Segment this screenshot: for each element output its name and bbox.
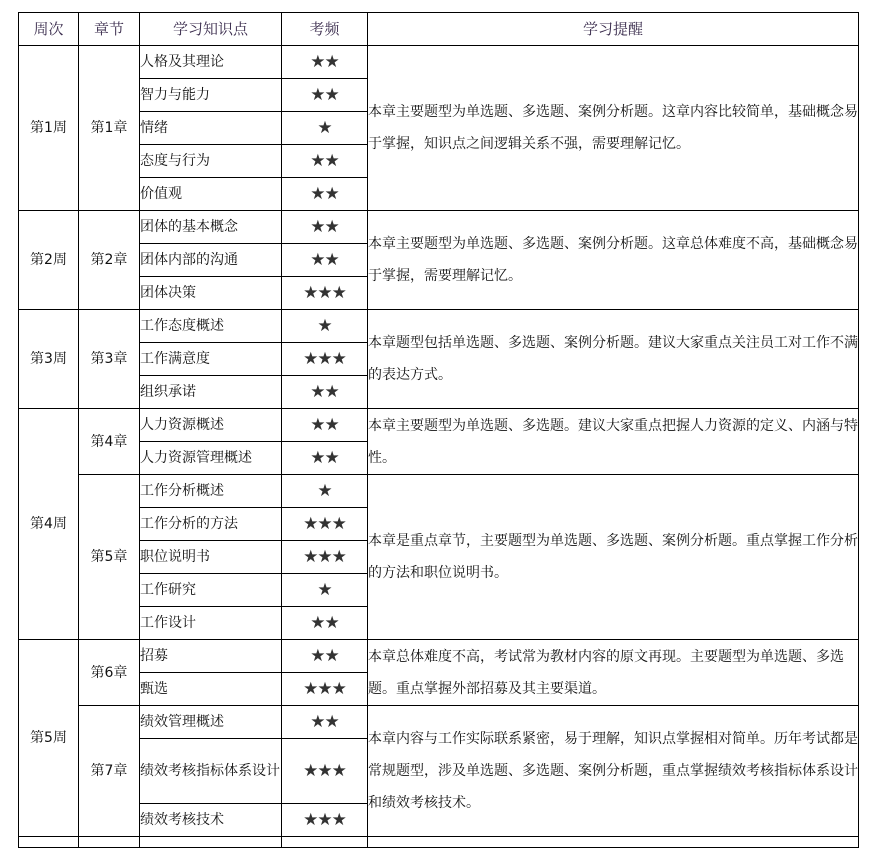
remark-cell: 本章总体难度不高，考试常为教材内容的原文再现。主要题型为单选题、多选题。重点掌握外部招募及其主要渠道。 [368, 640, 859, 706]
star-rating-icon: ★★ [282, 46, 368, 79]
remark-cell: 本章主要题型为单选题、多选题。建议大家重点把握人力资源的定义、内涵与特性。 [368, 409, 859, 475]
remark-cell: 本章题型包括单选题、多选题、案例分析题。建议大家重点关注员工对工作不满的表达方式。 [368, 310, 859, 409]
header-frequency: 考频 [282, 13, 368, 46]
week-cell: 第3周 [19, 310, 79, 409]
table-row [19, 640, 859, 673]
topic-cell: 工作分析的方法 [140, 508, 282, 541]
topic-cell: 智力与能力 [140, 79, 282, 112]
topic-cell: 绩效考核技术 [140, 804, 282, 837]
header-row [19, 13, 859, 46]
remark-cell: 本章主要题型为单选题、多选题、案例分析题。这章内容比较简单，基础概念易于掌握，知识点之间逻辑关系不强，需要理解记忆。 [368, 46, 859, 211]
table-row [19, 46, 859, 79]
chapter-cell: 第4章 [79, 409, 140, 475]
header-week: 周次 [19, 13, 79, 46]
star-rating-icon: ★★ [282, 706, 368, 739]
star-rating-icon: ★★ [282, 409, 368, 442]
star-rating-icon: ★★★ [282, 508, 368, 541]
week-cell: 第4周 [19, 409, 79, 640]
empty-cell [19, 837, 79, 848]
star-rating-icon: ★★★ [282, 541, 368, 574]
table-row [19, 211, 859, 244]
star-rating-icon: ★★★ [282, 277, 368, 310]
topic-cell: 绩效管理概述 [140, 706, 282, 739]
topic-cell: 工作满意度 [140, 343, 282, 376]
topic-cell: 团体内部的沟通 [140, 244, 282, 277]
star-rating-icon: ★★★ [282, 343, 368, 376]
topic-cell: 工作分析概述 [140, 475, 282, 508]
header-reminder: 学习提醒 [368, 13, 859, 46]
table-row [19, 310, 859, 343]
topic-cell: 价值观 [140, 178, 282, 211]
star-rating-icon: ★★ [282, 178, 368, 211]
topic-cell: 组织承诺 [140, 376, 282, 409]
chapter-cell: 第5章 [79, 475, 140, 640]
topic-cell: 甄选 [140, 673, 282, 706]
study-plan-table [18, 12, 859, 848]
chapter-cell: 第6章 [79, 640, 140, 706]
chapter-cell: 第7章 [79, 706, 140, 837]
empty-cell [140, 837, 282, 848]
empty-cell [282, 837, 368, 848]
table-row [19, 409, 859, 442]
header-chapter: 章节 [79, 13, 140, 46]
topic-cell: 工作态度概述 [140, 310, 282, 343]
star-rating-icon: ★★ [282, 607, 368, 640]
table-row-partial [19, 837, 859, 848]
star-rating-icon: ★★ [282, 145, 368, 178]
chapter-cell: 第1章 [79, 46, 140, 211]
star-rating-icon: ★★ [282, 442, 368, 475]
empty-cell [368, 837, 859, 848]
chapter-cell: 第3章 [79, 310, 140, 409]
topic-cell: 态度与行为 [140, 145, 282, 178]
table-row [19, 475, 859, 508]
week-cell: 第2周 [19, 211, 79, 310]
star-rating-icon: ★ [282, 112, 368, 145]
star-rating-icon: ★★ [282, 79, 368, 112]
remark-cell: 本章主要题型为单选题、多选题、案例分析题。这章总体难度不高，基础概念易于掌握，需要理解记忆。 [368, 211, 859, 310]
star-rating-icon: ★★ [282, 376, 368, 409]
star-rating-icon: ★★ [282, 640, 368, 673]
topic-cell: 招募 [140, 640, 282, 673]
table-row [19, 706, 859, 739]
empty-cell [79, 837, 140, 848]
topic-cell: 团体决策 [140, 277, 282, 310]
star-rating-icon: ★★★ [282, 739, 368, 804]
star-rating-icon: ★★ [282, 244, 368, 277]
week-cell: 第1周 [19, 46, 79, 211]
topic-cell: 人力资源概述 [140, 409, 282, 442]
topic-cell: 工作设计 [140, 607, 282, 640]
star-rating-icon: ★ [282, 310, 368, 343]
star-rating-icon: ★★★ [282, 804, 368, 837]
star-rating-icon: ★ [282, 475, 368, 508]
remark-cell: 本章内容与工作实际联系紧密，易于理解，知识点掌握相对简单。历年考试都是常规题型，涉及单选题、多选题、案例分析题，重点掌握绩效考核指标体系设计和绩效考核技术。 [368, 706, 859, 837]
star-rating-icon: ★★★ [282, 673, 368, 706]
chapter-cell: 第2章 [79, 211, 140, 310]
star-rating-icon: ★ [282, 574, 368, 607]
topic-cell: 工作研究 [140, 574, 282, 607]
topic-cell: 职位说明书 [140, 541, 282, 574]
topic-cell: 团体的基本概念 [140, 211, 282, 244]
topic-cell: 情绪 [140, 112, 282, 145]
topic-cell: 人力资源管理概述 [140, 442, 282, 475]
header-topic: 学习知识点 [140, 13, 282, 46]
star-rating-icon: ★★ [282, 211, 368, 244]
topic-cell: 绩效考核指标体系设计 [140, 739, 282, 804]
remark-cell: 本章是重点章节，主要题型为单选题、多选题、案例分析题。重点掌握工作分析的方法和职位说明书。 [368, 475, 859, 640]
topic-cell: 人格及其理论 [140, 46, 282, 79]
week-cell: 第5周 [19, 640, 79, 837]
